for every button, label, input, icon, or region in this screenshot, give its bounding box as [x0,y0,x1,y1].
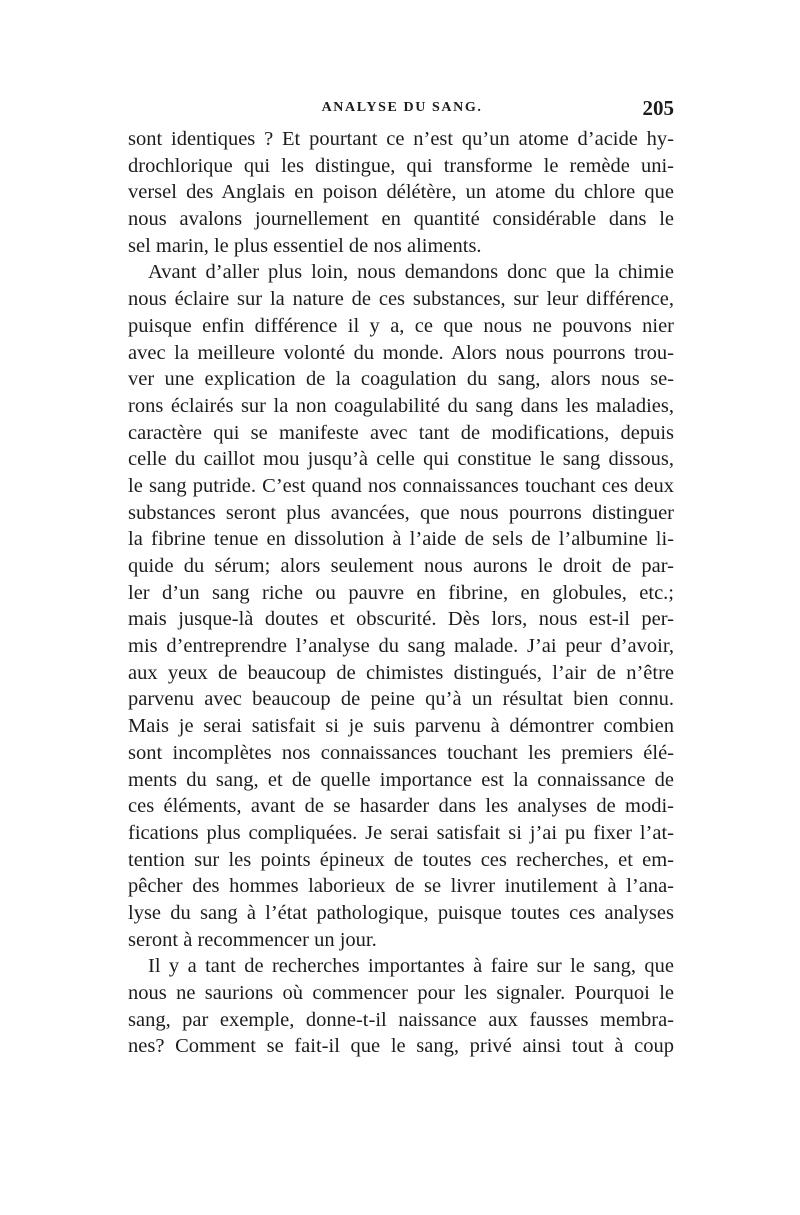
text-line: le sang putride. C’est quand nos connaissances touchant ces deux [128,474,674,497]
text-line: sont incomplètes nos connaissances touchant les premiers élé- [128,741,674,764]
body-text [128,126,674,1060]
text-line: substances seront plus avancées, que nous pourrons distinguer [128,501,674,524]
text-line: nous ne saurions où commencer pour les signaler. Pourquoi le [128,982,674,1004]
text-line: avec la meilleure volonté du monde. Alors nous pourrons trou- [128,341,674,364]
text-line: ces éléments, avant de se hasarder dans les analyses de modi- [128,795,674,818]
text-line: ments du sang, et de quelle importance est la connaissance de [128,768,674,791]
text-line: parvenu avec beaucoup de peine qu’à un résultat bien connu. [128,688,674,711]
text-line: ver une explication de la coagulation du sang, alors nous se- [128,368,674,391]
text-line: sont identiques ? Et pourtant ce n’est qu’un atome d’acide hy- [128,128,674,150]
text-line: mis d’entreprendre l’analyse du sang malade. J’ai peur d’avoir, [128,635,674,658]
text-line: sang, par exemple, donne-t-il naissance aux fausses membra- [128,1008,674,1031]
text-line: versel des Anglais en poison délétère, un atome du chlore que [128,181,674,204]
text-line: quide du sérum; alors seulement nous aurons le droit de par- [128,555,674,577]
text-line: nous avalons journellement en quantité considérable dans le [128,208,674,231]
text-line: puisque enfin différence il y a, ce que nous ne pouvons nier [128,314,674,337]
text-line: tention sur les points épineux de toutes ces recherches, et em- [128,848,674,871]
text-line: celle du caillot mou jusqu’à celle qui constitue le sang dissous, [128,448,674,471]
text-line: mais jusque-là doutes et obscurité. Dès lors, nous est-il per- [128,608,674,631]
running-title: ANALYSE DU SANG. [321,100,483,115]
text-line: caractère qui se manifeste avec tant de modifications, depuis [128,421,674,444]
text-line: pêcher des hommes laborieux de se livrer inutilement à l’ana- [128,875,674,898]
page-number: 205 [642,96,674,120]
text-line: seront à recommencer un jour. [128,928,377,951]
text-line: ler d’un sang riche ou pauvre en fibrine, en globules, etc.; [128,581,674,604]
text-line: fications plus compliquées. Je serai satisfait si j’ai pu fixer l’at- [128,821,674,844]
text-line: lyse du sang à l’état pathologique, puisque toutes ces analyses [128,901,674,924]
text-line: la fibrine tenue en dissolution à l’aide de sels de l’albumine li- [128,528,674,551]
text-line: Avant d’aller plus loin, nous demandons donc que la chimie [148,261,674,284]
text-line: Il y a tant de recherches importantes à faire sur le sang, que [148,955,674,978]
text-line: nous éclaire sur la nature de ces substances, sur leur différence, [128,288,674,311]
text-line: sel marin, le plus essentiel de nos aliments. [128,234,482,257]
text-line: Mais je serai satisfait si je suis parvenu à démontrer combien [128,715,674,738]
text-line: drochlorique qui les distingue, qui transforme le remède uni- [128,154,674,177]
text-line: aux yeux de beaucoup de chimistes distingués, l’air de n’être [128,661,674,684]
text-line: rons éclairés sur la non coagulabilité du sang dans les maladies, [128,394,674,417]
text-line: nes? Comment se fait-il que le sang, privé ainsi tout à coup [128,1035,674,1058]
running-header [128,96,676,120]
